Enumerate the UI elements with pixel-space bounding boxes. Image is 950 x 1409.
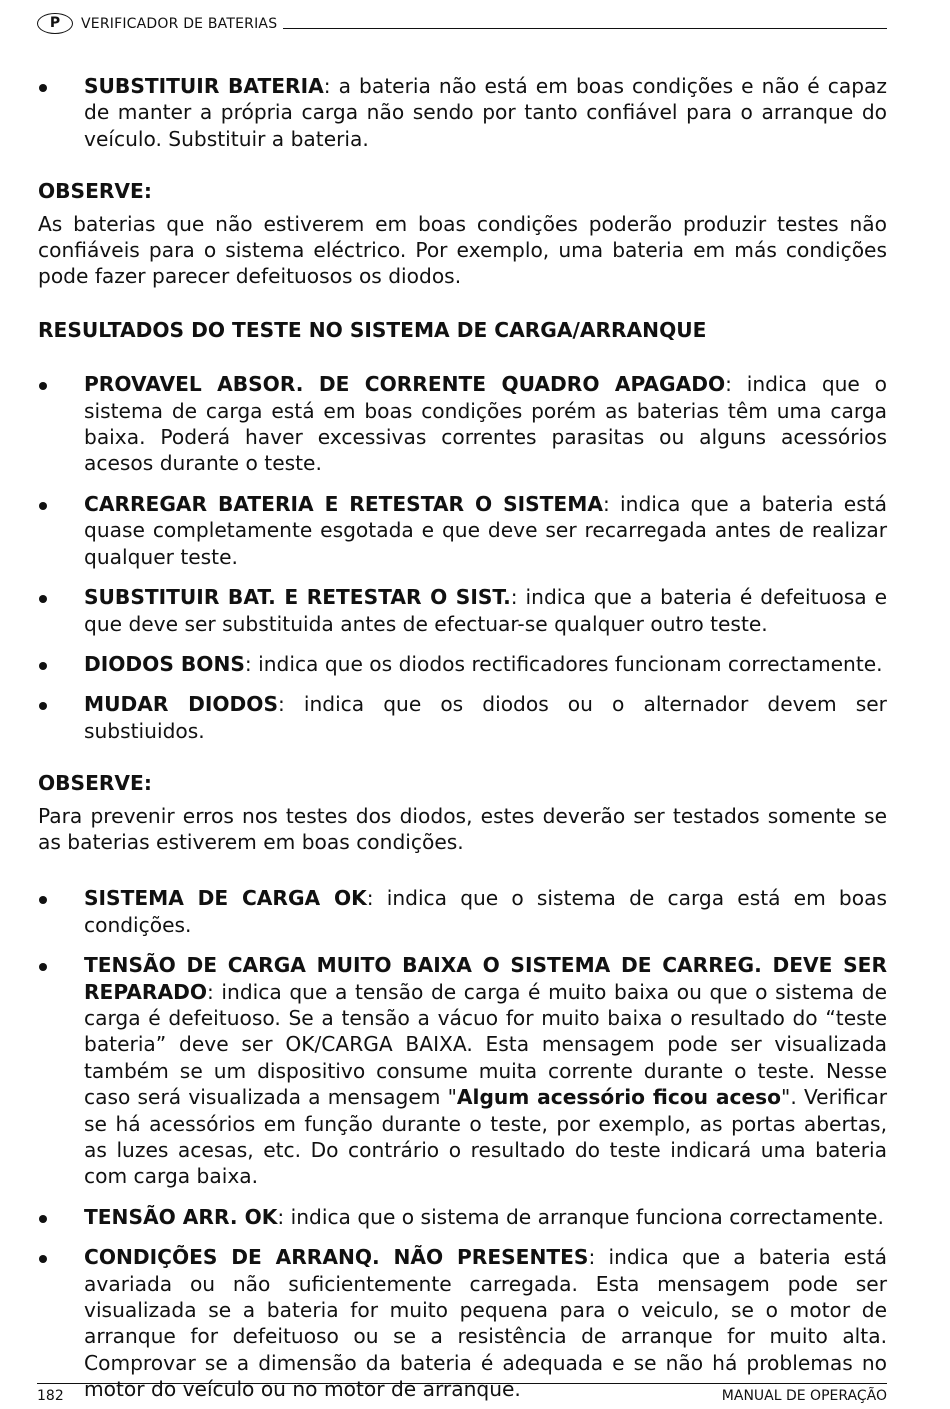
bullet-icon	[39, 84, 47, 92]
bullet-icon	[39, 963, 47, 971]
result-text: : indica que a bateria está quase completamente esgotada e que deve ser recarregada antes de realizar qualquer teste.	[84, 491, 887, 569]
note-title: OBSERVE:	[38, 179, 152, 204]
page-number: 182	[37, 1388, 64, 1404]
charge-term: TENSÃO DE CARGA MUITO BAIXA O SISTEMA DE CARREG. DEVE SER REPARADO	[84, 953, 887, 1004]
language-badge: P	[37, 13, 73, 34]
charge-text: ". Verificar se há acessórios em função durante o teste, por exemplo, as portas abertas, as luzes acesas, etc. Do contrário o resultado do teste indicará uma bateria com carga baixa.	[84, 1085, 887, 1189]
note-text: As baterias que não estiverem em boas condições poderão produzir testes não confiáveis para o sistema eléctrico. Por exemplo, uma bateria em más condições pode fazer parecer defeituosos os diodos.	[38, 211, 887, 289]
charge-emphasis: Algum acessório ficou aceso	[456, 1085, 782, 1110]
results-heading: RESULTADOS DO TESTE NO SISTEMA DE CARGA/ARRANQUE	[38, 317, 707, 342]
charge-text: : indica que a tensão de carga é muito baixa ou que o sistema de carga é defeituoso. Se a tensão a vácuo for muito baixa o resultado do “teste bateria” deve ser OK/CARGA BAIXA. Esta mensagem pode ser visualizada também se um dispositivo consume muita corrente durante o teste. Nesse caso será visualizada a mensagem "	[84, 979, 887, 1110]
charge-item	[38, 1244, 887, 1402]
result-term: SUBSTITUIR BAT. E RETESTAR O SIST.	[84, 585, 511, 610]
result-item	[38, 371, 887, 477]
result-item	[38, 691, 887, 744]
result-term: DIODOS BONS	[84, 651, 245, 676]
result-item	[38, 584, 887, 637]
charge-item	[38, 1204, 887, 1230]
charge-text: : indica que o sistema de carga está em boas condições.	[84, 886, 887, 937]
result-item	[38, 491, 887, 570]
header-rule	[283, 28, 887, 29]
charge-item	[38, 885, 887, 938]
bullet-icon	[39, 896, 47, 904]
page-content	[38, 73, 887, 1403]
charge-term: CONDIÇÕES DE ARRANQ. NÃO PRESENTES	[84, 1245, 589, 1270]
bullet-text: : a bateria não está em boas condições e não é capaz de manter a própria carga não sendo por tanto confiável para o arranque do veículo. Substituir a bateria.	[84, 74, 887, 151]
bullet-icon	[39, 662, 47, 670]
bullet-icon	[39, 382, 47, 390]
header-title: VERIFICADOR DE BATERIAS	[81, 16, 278, 32]
charge-text: : indica que a bateria está avariada ou não suficientemente carregada. Esta mensagem pode ser visualizada se a bateria for muito pequena para o veiculo, se o motor de arranque for defeituoso ou se a resistência de arranque for muito alta. Comprovar se a dimensão da bateria é adequada e se não há problemas no motor do veículo ou no motor de arranque.	[84, 1245, 887, 1402]
charge-term: SISTEMA DE CARGA OK	[84, 886, 367, 911]
result-text: : indica que o sistema de carga está em boas condições porém as baterias têm uma carga baixa. Poderá haver excessivas correntes parasitas ou alguns acessórios acesos durante o teste.	[84, 372, 887, 476]
result-item	[38, 651, 887, 677]
bullet-icon	[39, 1255, 47, 1263]
bullet-icon	[39, 595, 47, 603]
charge-term: TENSÃO ARR. OK	[84, 1204, 278, 1229]
page-header	[37, 10, 887, 34]
bullet-substituir-bateria	[38, 73, 887, 152]
manual-title: MANUAL DE OPERAÇÃO	[721, 1388, 887, 1404]
result-term: CARREGAR BATERIA E RETESTAR O SISTEMA	[84, 491, 603, 516]
note-title: OBSERVE:	[38, 771, 152, 796]
result-text: : indica que os diodos rectificadores funcionam correctamente.	[244, 651, 883, 676]
result-text: : indica que a bateria é defeituosa e que deve ser substituida antes de efectuar-se qualquer outro teste.	[84, 585, 887, 636]
result-text: : indica que os diodos ou o alternador devem ser substiuidos.	[84, 692, 887, 743]
result-term: MUDAR DIODOS	[84, 692, 278, 717]
bullet-term: SUBSTITUIR BATERIA	[84, 74, 324, 98]
bullet-icon	[39, 702, 47, 710]
bullet-icon	[39, 1215, 47, 1223]
charge-item	[38, 952, 887, 1190]
result-term: PROVAVEL ABSOR. DE CORRENTE QUADRO APAGADO	[84, 372, 726, 397]
note-text: Para prevenir erros nos testes dos diodos, estes deverão ser testados somente se as baterias estiverem em boas condições.	[38, 803, 887, 854]
page-footer	[37, 1383, 887, 1404]
charge-text: : indica que o sistema de arranque funciona correctamente.	[277, 1204, 884, 1229]
bullet-icon	[39, 502, 47, 510]
